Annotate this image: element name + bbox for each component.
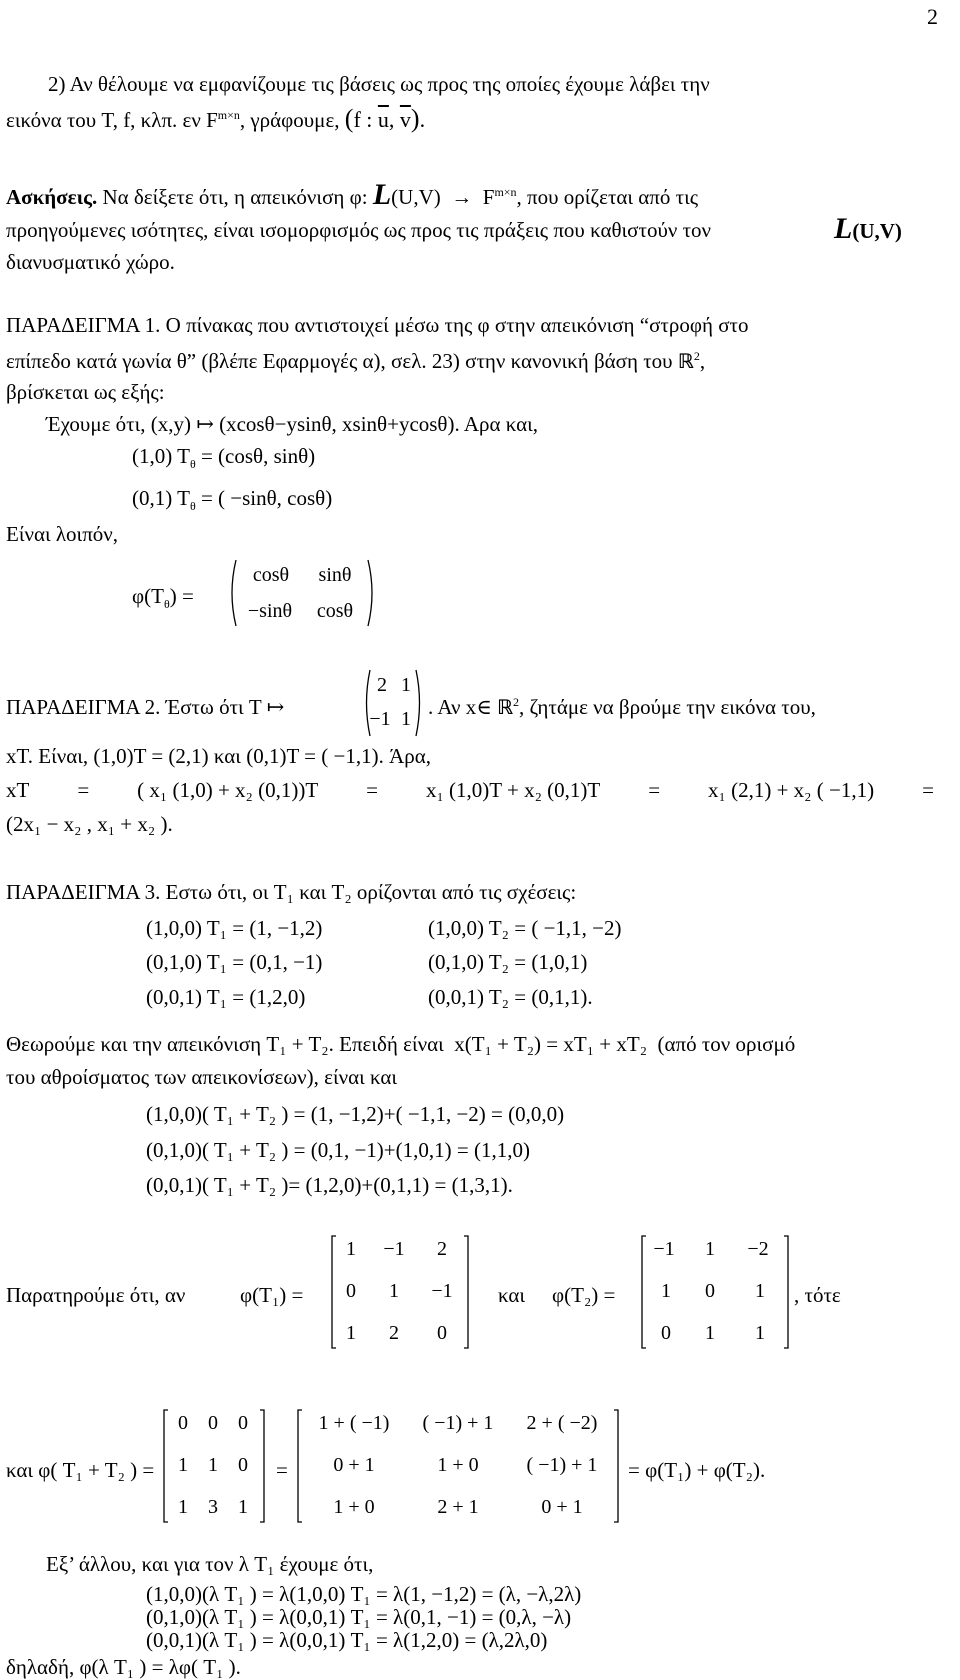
- lambda-last-wrap: [6, 1655, 241, 1679]
- rot-m00: cosθ: [252, 564, 290, 586]
- m1-00: 1: [346, 1238, 356, 1260]
- phi-sub: θ: [163, 597, 170, 611]
- example2-line1a: ΠΑΡΑΔΕΙΓΜΑ 2. Έστω ότι T ↦: [6, 695, 285, 719]
- ex3-sum-1: (0,1,0)( T₁ + T₂ ) = (0,1, −1)+(1,0,1) = (1,1,0): [146, 1138, 530, 1162]
- phi-T-theta: [132, 584, 194, 612]
- exercises-line1: [6, 178, 698, 213]
- m4-11: 1 + 0: [437, 1454, 479, 1476]
- example2-line2: xT. Είναι, (1,0)T = (2,1) και (0,1)T = ( −1,1). Άρα,: [6, 744, 431, 768]
- phi-b: ) =: [169, 584, 194, 608]
- exercises-line3: διανυσματικό χώρο.: [6, 250, 175, 274]
- m3-10: 1: [178, 1454, 188, 1476]
- lambda-row-1: (0,1,0)(λ T₁ ) = λ(0,0,1) T₁ = λ(0,1, −1) = (0,λ, −λ): [146, 1605, 572, 1629]
- ex3-l2a: Θεωρούμε και την απεικόνιση T₁ + T₂. Επειδή είναι: [6, 1032, 444, 1056]
- m4-01: ( −1) + 1: [422, 1412, 494, 1434]
- R-sup-2: 2: [513, 695, 520, 709]
- ex3-left-0: (1,0,0) T₁ = (1, −1,2): [146, 916, 323, 940]
- m2-11: 0: [705, 1280, 715, 1302]
- matrix-phi-T2: [640, 1234, 790, 1350]
- m2-10: 1: [661, 1280, 671, 1302]
- F: F: [482, 185, 495, 209]
- m4-00: 1 + ( −1): [318, 1412, 390, 1434]
- ex2-p6: x₁ (2,1) + x₂ ( −1,1): [708, 778, 875, 802]
- matrix-phi-T1: [330, 1234, 470, 1350]
- eq1a: (1,0) T: [132, 444, 190, 468]
- m3-21: 3: [208, 1496, 218, 1518]
- ex2-p7: =: [922, 778, 934, 802]
- example1-eq2: [132, 486, 332, 514]
- tote-word: , τότε: [794, 1283, 841, 1307]
- kai-word: και: [498, 1283, 526, 1307]
- ex2-m10: −1: [369, 708, 391, 730]
- phi-T1: φ(T₁) =: [240, 1283, 304, 1307]
- item2-line2: [6, 104, 425, 134]
- rot-m10: −sinθ: [247, 600, 293, 622]
- ex2-m00: 2: [377, 674, 387, 696]
- eq1sub: θ: [189, 457, 196, 471]
- m1-21: 2: [389, 1322, 399, 1344]
- m1-01: −1: [383, 1238, 405, 1260]
- ex2-p4: x₁ (1,0)T + x₂ (0,1)T: [425, 778, 601, 802]
- f-u: $\overline{u}$: [377, 107, 389, 132]
- ex2-p5: =: [648, 778, 661, 802]
- m3-01: 0: [208, 1412, 218, 1434]
- matrix-sum-expanded: [296, 1408, 620, 1524]
- example2-line3: [6, 778, 934, 802]
- ex2-p0: xT: [6, 778, 30, 802]
- m4-21: 2 + 1: [437, 1496, 479, 1518]
- ex2-c: , ζητάμε να βρούμε την εικόνα του,: [519, 695, 816, 719]
- m2-01: 1: [705, 1238, 715, 1260]
- example1-line3: βρίσκεται ως εξής:: [6, 380, 165, 404]
- m2-22: 1: [755, 1322, 765, 1344]
- m4-12: ( −1) + 1: [526, 1454, 598, 1476]
- item2-sup: m×n: [217, 108, 240, 122]
- ex3-right-2: (0,0,1) T₂ = (0,1,1).: [428, 985, 593, 1009]
- uv-2: (U,V): [852, 219, 902, 243]
- m2-02: −2: [747, 1238, 769, 1260]
- m1-11: 1: [389, 1280, 399, 1302]
- m3-00: 0: [178, 1412, 188, 1434]
- item2-line2b: , γράφουμε,: [239, 108, 340, 132]
- ex2-m11: 1: [401, 708, 411, 730]
- R-symbol: ℝ: [677, 349, 694, 373]
- exercises-label: Ασκήσεις.: [6, 185, 98, 209]
- rot-m01: sinθ: [318, 564, 352, 586]
- ex3-left-2: (0,0,1) T₁ = (1,2,0): [146, 985, 306, 1009]
- example3-line1: ΠΑΡΑΔΕΙΓΜΑ 3. Εστω ότι, οι T₁ και T₂ ορίζονται από τις σχέσεις:: [6, 880, 577, 904]
- matrix-sum-result: [162, 1408, 266, 1524]
- exercises-line1a: Να δείξετε ότι, η απεικόνιση φ:: [102, 185, 368, 209]
- item2-line2a: εικόνα του T, f, κλπ. εν F: [6, 108, 218, 132]
- example3-line3: του αθροίσματος των απεικονίσεων), είναι και: [6, 1065, 398, 1089]
- script-L: L: [372, 178, 392, 211]
- phi-a: φ(T: [132, 584, 164, 608]
- ex3-right-1: (0,1,0) T₂ = (1,0,1): [428, 950, 588, 974]
- m2-20: 0: [661, 1322, 671, 1344]
- example1-line1: ΠΑΡΑΔΕΙΓΜΑ 1. Ο πίνακας που αντιστοιχεί μέσω της φ στην απεικόνιση “στροφή στο: [6, 313, 749, 337]
- m3-22: 1: [238, 1496, 248, 1518]
- lambda-last: δηλαδή, φ(λ T₁ ) = λφ( T₁ ).: [6, 1655, 241, 1679]
- m1-12: −1: [431, 1280, 453, 1302]
- exercises-line1b: , που ορίζεται από τις: [516, 185, 699, 209]
- sum-result: = φ(T₁) + φ(T₂).: [628, 1458, 766, 1482]
- ex3-sum-2: (0,0,1)( T₁ + T₂ )= (1,2,0)+(0,1,1) = (1,3,1).: [146, 1173, 513, 1197]
- ex3-right-0: (1,0,0) T₂ = ( −1,1, −2): [428, 916, 622, 940]
- example2-line1b: [428, 695, 816, 719]
- lambda-row-2: (0,0,1)(λ T₁ ) = λ(0,0,1) T₁ = λ(1,2,0) = (λ,2λ,0): [146, 1628, 548, 1652]
- kai-phi-sum: και φ( T₁ + T₂ ) =: [6, 1458, 155, 1482]
- ex3-l2b: x(T₁ + T₂) = xT₁ + xT₂: [454, 1032, 648, 1056]
- m4-20: 1 + 0: [333, 1496, 375, 1518]
- phi-T2: φ(T₂) =: [552, 1283, 616, 1307]
- equals-sign: =: [276, 1458, 288, 1482]
- exercises-line2-text: προηγούμενες ισότητες, είναι ισομορφισμός ως προς τις πράξεις που καθιστούν τον: [6, 218, 712, 242]
- f-v: $\overline{v}$: [399, 107, 411, 132]
- uv: (U,V): [391, 185, 441, 209]
- m3-20: 1: [178, 1496, 188, 1518]
- example2-line4: (2x₁ − x₂ , x₁ + x₂ ).: [6, 812, 173, 836]
- example2-matrix: [362, 668, 424, 738]
- ex2-m01: 1: [401, 674, 411, 696]
- exercises-line2: [6, 218, 711, 242]
- m1-02: 2: [437, 1238, 447, 1260]
- ex2-p2: ( x₁ (1,0) + x₂ (0,1))T: [137, 778, 319, 802]
- example1-line5: Είναι λοιπόν,: [6, 522, 119, 546]
- ex2-b: . Αν x∈: [428, 695, 492, 719]
- m4-02: 2 + ( −2): [526, 1412, 598, 1434]
- example1-line4: Έχουμε ότι, (x,y) ↦ (xcosθ−ysinθ, xsinθ+ycosθ). Αρα και,: [46, 412, 539, 436]
- exercises-sup: m×n: [494, 185, 517, 199]
- ex3-l2c: (από τον ορισμό: [657, 1032, 796, 1056]
- arrow: →: [451, 185, 473, 209]
- eq1b: = (cosθ, sinθ): [200, 444, 316, 468]
- item2-f-expr: (f : $\overline{u}$, $\overline{v}$).: [344, 104, 426, 133]
- example1-eq1: [132, 444, 315, 472]
- exercises-luv: [834, 212, 902, 247]
- m3-02: 0: [238, 1412, 248, 1434]
- m1-22: 0: [437, 1322, 447, 1344]
- rotation-matrix: [226, 558, 378, 628]
- R-sup: 2: [693, 349, 700, 363]
- m1-10: 0: [346, 1280, 356, 1302]
- example1-comma: ,: [699, 349, 706, 373]
- lambda-row-0: (1,0,0)(λ T₁ ) = λ(1,0,0) T₁ = λ(1, −1,2) = (λ, −λ,2λ): [146, 1582, 582, 1606]
- script-L-2: L: [834, 212, 853, 245]
- m4-22: 0 + 1: [541, 1496, 583, 1518]
- m1-20: 1: [346, 1322, 356, 1344]
- example1-line2a: επίπεδο κατά γωνία θ” (βλέπε Εφαρμογές α), σελ. 23) στην κανονική βάση του: [6, 349, 673, 373]
- ex2-p1: =: [77, 778, 90, 802]
- m3-11: 1: [208, 1454, 218, 1476]
- ex2-p3: =: [366, 778, 378, 802]
- example1-line2: [6, 349, 705, 373]
- eq2a: (0,1) T: [132, 486, 190, 510]
- item2-line1: 2) Αν θέλουμε να εμφανίζουμε τις βάσεις ως προς της οποίες έχουμε λάβει την: [48, 72, 710, 96]
- lambda-line1: Εξ’ άλλου, και για τον λ T₁ έχουμε ότι,: [46, 1552, 374, 1576]
- R-symbol-2: ℝ: [497, 695, 514, 719]
- ex3-sum-0: (1,0,0)( T₁ + T₂ ) = (1, −1,2)+( −1,1, −2) = (0,0,0): [146, 1102, 565, 1126]
- eq2b: = ( −sinθ, cosθ): [200, 486, 333, 510]
- rot-m11: cosθ: [316, 600, 354, 622]
- m2-00: −1: [653, 1238, 675, 1260]
- m2-21: 1: [705, 1322, 715, 1344]
- m2-12: 1: [755, 1280, 765, 1302]
- ex3-left-1: (0,1,0) T₁ = (0,1, −1): [146, 950, 323, 974]
- page-number: 2: [927, 4, 938, 29]
- m4-10: 0 + 1: [333, 1454, 375, 1476]
- m3-12: 0: [238, 1454, 248, 1476]
- eq2sub: θ: [189, 499, 196, 513]
- example3-line2: [6, 1032, 795, 1056]
- obs-a: Παρατηρούμε ότι, αν: [6, 1283, 186, 1307]
